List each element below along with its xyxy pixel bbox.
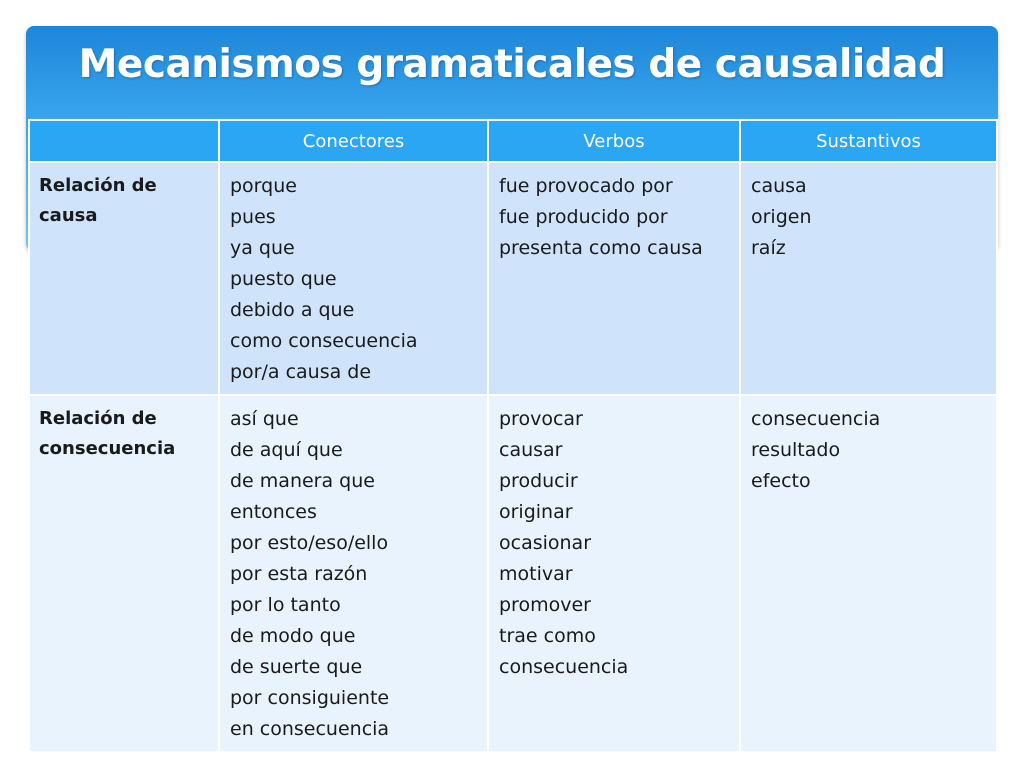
list-item: consecuencia [499,656,629,678]
list-item: raíz [751,237,786,259]
slide-title: Mecanismos gramaticales de causalidad [78,42,946,87]
list-item: promover [499,594,591,616]
list-item: de modo que [230,625,356,647]
table-header-row [29,120,997,162]
list-item: pues [230,206,276,228]
list-item: de manera que [230,470,375,492]
list-item: ya que [230,237,295,259]
row-label-line: causa [39,205,98,226]
list-item: resultado [751,439,841,461]
list-item: entonces [230,501,317,523]
cell-conectores-causa [219,162,488,395]
header-corner-cell [29,120,219,162]
header-conectores: Conectores [219,120,488,162]
list-item: trae como [499,625,596,647]
list-item: porque [230,175,297,197]
cell-verbos-causa [488,162,740,395]
list-item: motivar [499,563,573,585]
list-item: debido a que [230,299,355,321]
cell-conectores-consecuencia [219,395,488,752]
cell-verbos-consecuencia [488,395,740,752]
list-item: por esto/eso/ello [230,532,389,554]
list-item: ocasionar [499,532,592,554]
row-label-line: Relación de [39,175,157,196]
list-item: así que [230,408,299,430]
causality-table [28,119,998,753]
row-label-line: consecuencia [39,438,176,459]
list-item: causa [751,175,807,197]
list-item: origen [751,206,812,228]
header-verbos: Verbos [488,120,740,162]
list-item: por lo tanto [230,594,341,616]
list-item: puesto que [230,268,337,290]
cell-sustantivos-causa [740,162,997,395]
header-sustantivos: Sustantivos [740,120,997,162]
list-item: provocar [499,408,583,430]
row-label-line: Relación de [39,408,157,429]
list-item: como consecuencia [230,330,418,352]
list-item: en consecuencia [230,718,390,740]
list-item: producir [499,470,578,492]
row-label-consecuencia [29,395,219,752]
list-item: presenta como causa [499,237,703,259]
list-item: de suerte que [230,656,363,678]
list-item: por consiguiente [230,687,390,709]
list-item: causar [499,439,563,461]
list-item: originar [499,501,573,523]
list-item: consecuencia [751,408,881,430]
cell-sustantivos-consecuencia [740,395,997,752]
list-item: por/a causa de [230,361,372,383]
list-item: fue provocado por [499,175,673,197]
list-item: de aquí que [230,439,343,461]
table-row [29,162,997,395]
table-row [29,395,997,752]
list-item: efecto [751,470,811,492]
list-item: por esta razón [230,563,368,585]
list-item: fue producido por [499,206,668,228]
row-label-causa [29,162,219,395]
